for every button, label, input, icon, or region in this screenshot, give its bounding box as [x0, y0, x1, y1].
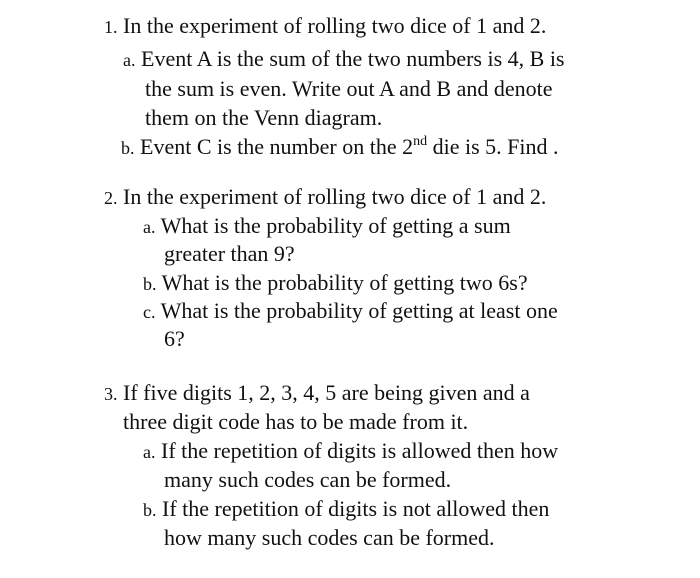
question-1-stem — [104, 13, 546, 40]
question-number: 3. — [104, 384, 118, 404]
question-2-part-c-line-1 — [143, 298, 558, 325]
question-text: In the experiment of rolling two dice of 1 and 2. — [123, 13, 547, 38]
part-text: them on the Venn diagram. — [145, 105, 383, 130]
question-1-part-a-line-2 — [145, 76, 552, 102]
part-text: Event A is the sum of the two numbers is 4, B is — [141, 46, 565, 71]
part-text: If the repetition of digits is allowed then how — [161, 438, 559, 463]
part-text: What is the probability of getting two 6s? — [161, 270, 528, 295]
part-text: What is the probability of getting a sum — [160, 213, 511, 238]
part-label: b. — [143, 274, 157, 294]
question-3-part-a-line-2 — [164, 467, 451, 493]
question-1-part-b-line-1 — [121, 134, 559, 161]
question-2-stem — [104, 184, 546, 211]
question-2-part-a-line-1 — [143, 213, 511, 240]
question-1-part-a-line-1 — [123, 46, 565, 73]
question-text: three digit code has to be made from it. — [123, 409, 469, 434]
question-2-part-a-line-2 — [164, 241, 295, 267]
part-label: a. — [143, 217, 156, 237]
question-2-part-b-line-1 — [143, 270, 528, 297]
part-text: the sum is even. Write out A and B and denote — [145, 76, 553, 101]
question-3-stem-line-2 — [123, 409, 468, 435]
part-text: What is the probability of getting at least one — [160, 298, 558, 323]
part-text-before-sup: Event C is the number on the 2 — [140, 134, 414, 159]
part-label: b. — [121, 138, 135, 158]
question-1-part-a-line-3 — [145, 105, 382, 131]
question-2-part-c-line-2 — [164, 326, 185, 352]
part-label: b. — [143, 500, 157, 520]
question-text: In the experiment of rolling two dice of 1 and 2. — [123, 184, 547, 209]
part-label: a. — [143, 442, 156, 462]
part-text: how many such codes can be formed. — [164, 525, 495, 550]
question-text: If five digits 1, 2, 3, 4, 5 are being given and a — [123, 380, 530, 405]
part-text: 6? — [164, 326, 185, 351]
part-text: If the repetition of digits is not allowed then — [162, 496, 550, 521]
part-label: c. — [143, 302, 156, 322]
part-text: many such codes can be formed. — [164, 467, 452, 492]
question-3-stem-line-1 — [104, 380, 530, 407]
question-3-part-b-line-1 — [143, 496, 549, 523]
question-3-part-a-line-1 — [143, 438, 558, 465]
part-label: a. — [123, 50, 136, 70]
question-number: 1. — [104, 17, 118, 37]
part-text: greater than 9? — [164, 241, 295, 266]
ordinal-suffix: nd — [413, 133, 428, 149]
part-text-after-sup: die is 5. Find . — [427, 134, 559, 159]
question-3-part-b-line-2 — [164, 525, 495, 551]
question-number: 2. — [104, 188, 118, 208]
